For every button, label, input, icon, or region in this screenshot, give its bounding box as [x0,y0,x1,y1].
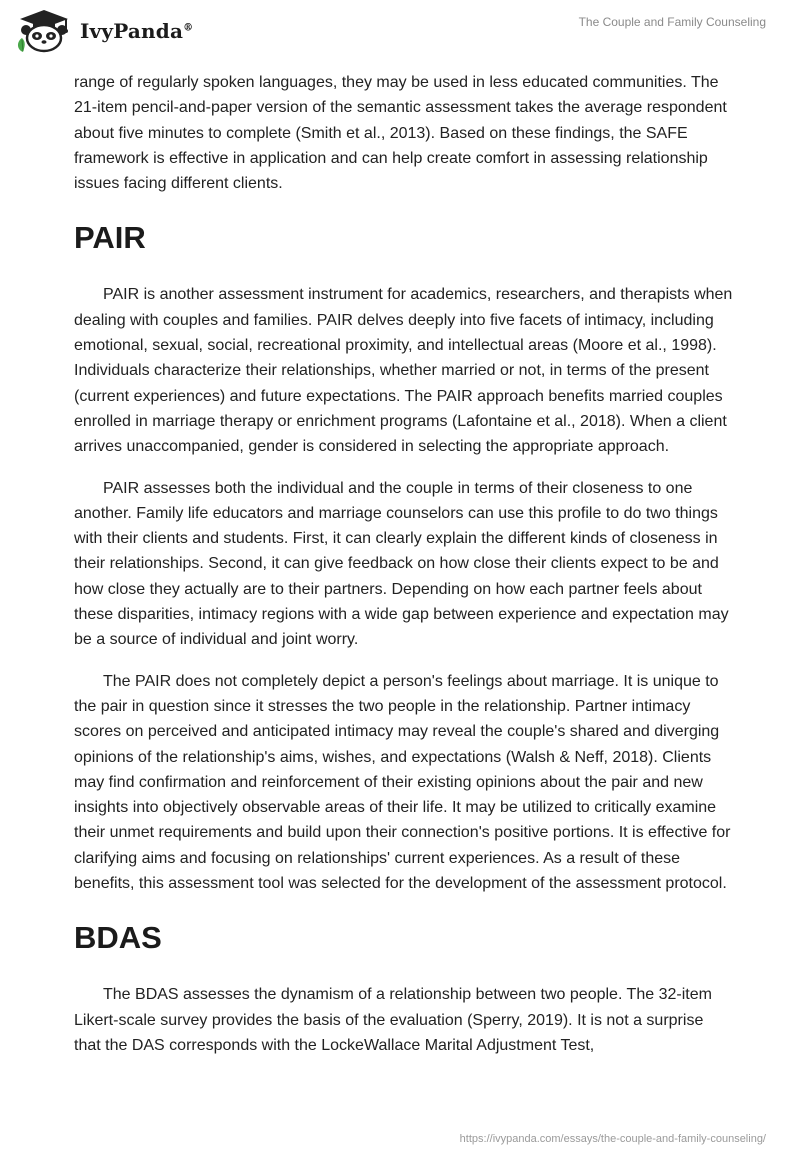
section-heading-bdas: BDAS [74,920,162,956]
section-heading-pair: PAIR [74,220,146,256]
bdas-paragraph-1: The BDAS assesses the dynamism of a relationship between two people. The 32-item Likert-scale survey provides the basis of the evaluation (Sperry, 2019). It is not a surprise that the DAS corresponds with the LockeWallace Marital Adjustment Test, [74,986,712,1054]
footer-url-link[interactable]: https://ivypanda.com/essays/the-couple-and-family-counseling/ [459,1133,766,1145]
page-header [0,0,800,60]
document-title: The Couple and Family Counseling [578,15,766,29]
panda-logo-icon [14,8,74,54]
intro-paragraph: range of regularly spoken languages, they may be used in less educated communities. The 21-item pencil-and-paper version of the semantic assessment takes the average respondent about five minutes to complete (Smith et al., 2013). Based on these findings, the SAFE framework is effective in application and can help create comfort in assessing relationship issues facing different clients. [74,74,727,193]
pair-paragraph-1: PAIR is another assessment instrument for academics, researchers, and therapists when dealing with couples and families. PAIR delves deeply into five facets of intimacy, including emotional, sexual, social, recreational proximity, and intellectual areas (Moore et al., 1998). Individuals characterize their relationships, whether married or not, in terms of the present (current experiences) and future expectations. The PAIR approach benefits married couples enrolled in marriage therapy or enrichment programs (Lafontaine et al., 2018). When a client arrives unaccompanied, gender is considered in selecting the appropriate approach. [74,286,733,456]
essay-content [74,70,734,1074]
pair-paragraph-3: The PAIR does not completely depict a person's feelings about marriage. It is unique to the pair in question since it stresses the two people in the relationship. Partner intimacy scores on perceived and anticipated intimacy may reveal the couple's shared and diverging opinions of the relationship's aims, wishes, and expectations (Walsh & Neff, 2018). Clients may find confirmation and reinforcement of their existing opinions about the pair and new insights into objectively observable areas of their life. It may be utilized to critically examine their unmet requirements and build upon their connection's positive portions. It is effective for clarifying aims and focusing on relationships' current experiences. As a result of these benefits, this assessment tool was selected for the development of the assessment protocol. [74,672,731,893]
ivypanda-logo[interactable] [14,8,193,54]
pair-paragraph-2: PAIR assesses both the individual and the couple in terms of their closeness to one another. Family life educators and marriage counselors can use this profile to do two things with their clients and students. First, it can clearly explain the different kinds of closeness in their relationships. Second, it can give feedback on how close their clients expect to be and how close they actually are to their partners. Depending on how each partner feels about these disparities, intimacy regions with a wide gap between experience and expectation may be a source of individual and joint worry. [74,479,729,649]
brand-name: IvyPanda® [80,19,194,43]
